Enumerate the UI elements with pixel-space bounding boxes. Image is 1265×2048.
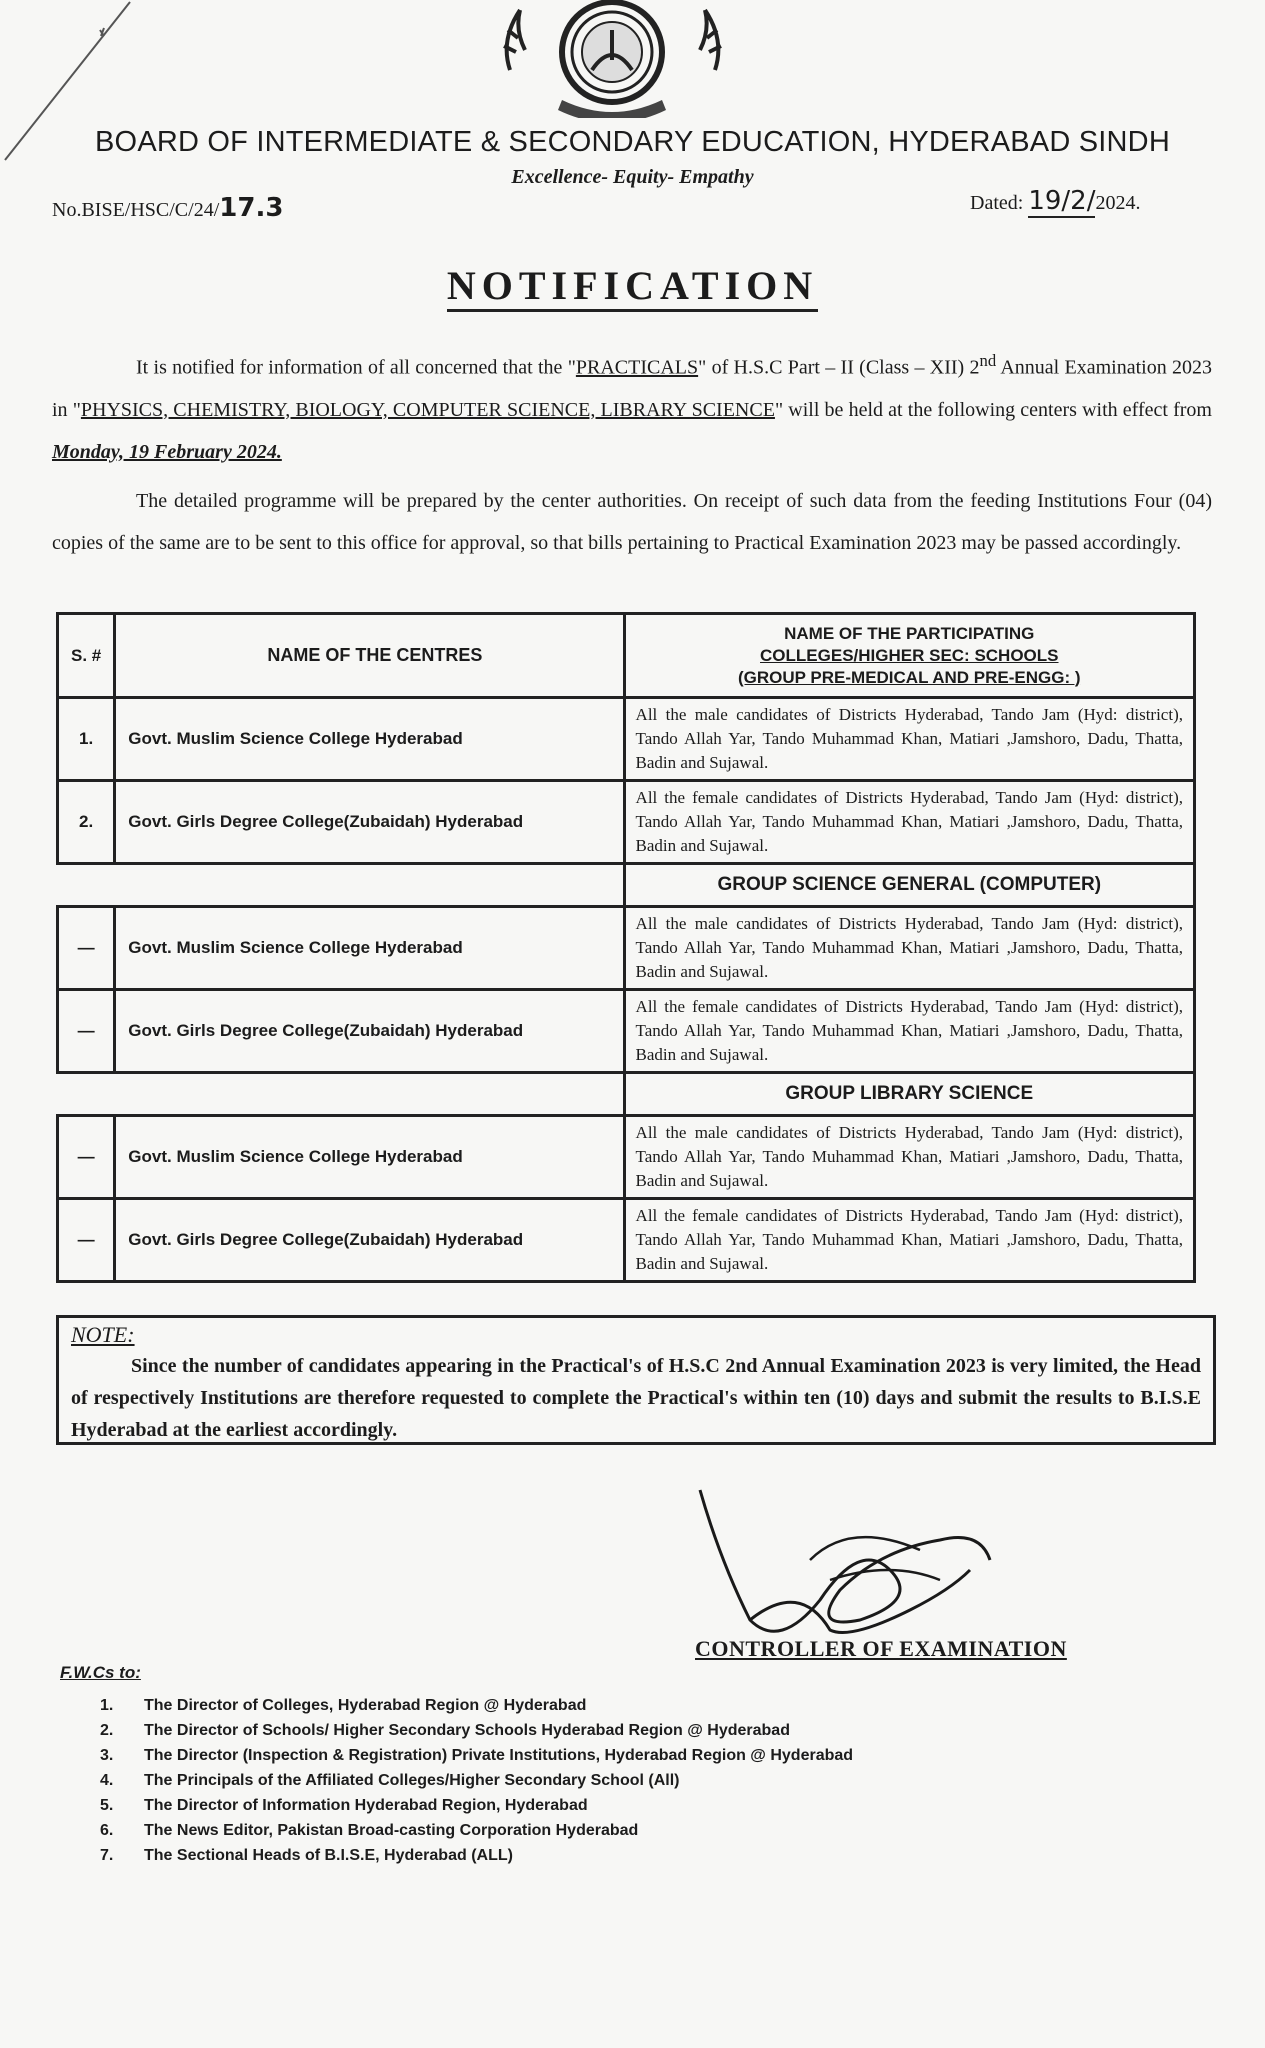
date-label: Dated: [970, 192, 1024, 214]
date-year: 2024. [1095, 192, 1141, 214]
table-row: 1. Govt. Muslim Science College Hyderabad All the male candidates of Districts Hyderabad, Tando Jam (Hyd: district), Tando Allah Yar, Tando Muhammad Khan, Matiari ,Jamshoro, Dadu, Thatta, Badin and Sujawal. [58, 698, 1195, 781]
group-library-science-heading: GROUP LIBRARY SCIENCE [624, 1073, 1194, 1116]
board-motto: Excellence- Equity- Empathy [511, 166, 754, 188]
table-header-row [58, 614, 1195, 698]
notification-title: NOTIFICATION [0, 262, 1265, 309]
start-date-text: Monday, 19 February 2024. [52, 440, 282, 463]
board-name-heading: BOARD OF INTERMEDIATE & SECONDARY EDUCATION, HYDERABAD SINDH [95, 126, 1170, 158]
centres-table [56, 612, 1196, 1283]
list-item: 3. The Director (Inspection & Registration) Private Institutions, Hyderabad Region @ Hyderabad [100, 1747, 854, 1764]
board-logo-emblem [490, 0, 735, 118]
reference-number-label: No.BISE/HSC/C/24/ [52, 199, 220, 221]
table-row: — Govt. Girls Degree College(Zubaidah) Hyderabad All the female candidates of Districts Hyderabad, Tando Jam (Hyd: district), Tando Allah Yar, Tando Muhammad Khan, Matiari ,Jamshoro, Dadu, Thatta, Badin and Sujawal. [58, 990, 1195, 1073]
date-line [970, 186, 1140, 216]
list-item: 7. The Sectional Heads of B.I.S.E, Hyderabad (ALL) [100, 1847, 513, 1864]
group-heading-row [58, 864, 1195, 907]
list-item: 6. The News Editor, Pakistan Broad-casting Corporation Hyderabad [100, 1822, 639, 1839]
table-row: — Govt. Muslim Science College Hyderabad All the male candidates of Districts Hyderabad, Tando Jam (Hyd: district), Tando Allah Yar, Tando Muhammad Khan, Matiari ,Jamshoro, Dadu, Thatta, Badin and Sujawal. [58, 907, 1195, 990]
notification-paragraph-2: The detailed programme will be prepared by the center authorities. On receipt of such data from the feeding Institutions Four (04) copies of the same are to be sent to this office for approval, so that bills pertaining to Practical Examination 2023 may be passed accordingly. [52, 490, 1212, 554]
note-box [56, 1315, 1216, 1445]
table-row: — Govt. Girls Degree College(Zubaidah) Hyderabad All the female candidates of Districts Hyderabad, Tando Jam (Hyd: district), Tando Allah Yar, Tando Muhammad Khan, Matiari ,Jamshoro, Dadu, Thatta, Badin and Sujawal. [58, 1199, 1195, 1282]
notification-paragraph-1: It is notified for information of all concerned that the "PRACTICALS" of H.S.C Part – II (Class – XII) 2nd Annual Examination 2023 in "PHYSICS, CHEMISTRY, BIOLOGY, COMPUTER SCIENCE, LIBRARY SCIENCE" will be held at the following centers with effect from Monday, 19 February 2024. [52, 351, 1212, 463]
date-handwritten: 19/2/ [1028, 186, 1096, 216]
list-item: 5. The Director of Information Hyderabad Region, Hyderabad [100, 1797, 588, 1814]
header-participating: NAME OF THE PARTICIPATING COLLEGES/HIGHER SEC: SCHOOLS (GROUP PRE-MEDICAL AND PRE-ENGG: ) [624, 614, 1194, 698]
header-sno: S. # [58, 614, 115, 698]
practicals-text: PRACTICALS [575, 356, 699, 379]
group-heading-row [58, 1073, 1195, 1116]
table-row: — Govt. Muslim Science College Hyderabad All the male candidates of Districts Hyderabad, Tando Jam (Hyd: district), Tando Allah Yar, Tando Muhammad Khan, Matiari ,Jamshoro, Dadu, Thatta, Badin and Sujawal. [58, 1116, 1195, 1199]
forwarded-copies-list [100, 1693, 853, 1868]
reference-number [52, 193, 283, 223]
list-item: 1. The Director of Colleges, Hyderabad Region @ Hyderabad [100, 1697, 587, 1714]
table-row: 2. Govt. Girls Degree College(Zubaidah) Hyderabad All the female candidates of Districts Hyderabad, Tando Jam (Hyd: district), Tando Allah Yar, Tando Muhammad Khan, Matiari ,Jamshoro, Dadu, Thatta, Badin and Sujawal. [58, 781, 1195, 864]
list-item: 4. The Principals of the Affiliated Colleges/Higher Secondary School (All) [100, 1772, 680, 1789]
controller-signature [690, 1480, 1010, 1650]
forwarded-copies-label: F.W.Cs to: [60, 1663, 141, 1682]
note-label: NOTE: [71, 1322, 135, 1347]
group-science-general-heading: GROUP SCIENCE GENERAL (COMPUTER) [624, 864, 1194, 907]
signatory-title: CONTROLLER OF EXAMINATION [695, 1636, 1067, 1661]
subjects-text: PHYSICS, CHEMISTRY, BIOLOGY, COMPUTER SCIENCE, LIBRARY SCIENCE [80, 398, 775, 421]
note-text: Since the number of candidates appearing in the Practical's of H.S.C 2nd Annual Examination 2023 is very limited, the Head of respectively Institutions are therefore requested to complete the Practical's within ten (10) days and submit the results to B.I.S.E Hyderabad at the earliest accordingly. [71, 1355, 1201, 1441]
header-centre: NAME OF THE CENTRES [115, 614, 624, 698]
reference-number-handwritten: 17.3 [219, 193, 284, 223]
list-item: 2. The Director of Schools/ Higher Secondary Schools Hyderabad Region @ Hyderabad [100, 1722, 790, 1739]
